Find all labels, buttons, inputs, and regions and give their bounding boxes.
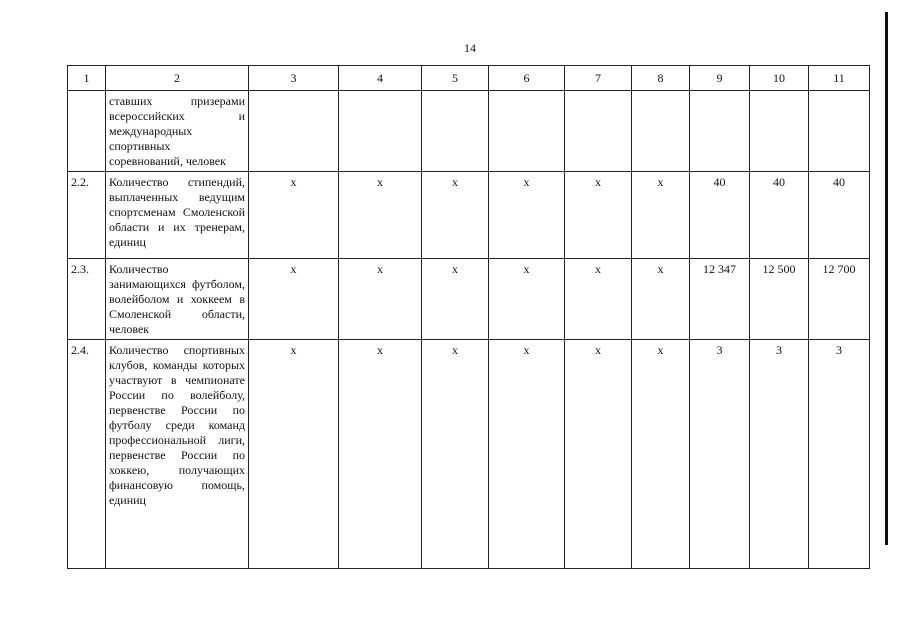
header-cell: 1 [68, 66, 106, 91]
header-cell: 2 [106, 66, 249, 91]
value-cell: 3 [690, 340, 750, 569]
header-cell: 6 [489, 66, 565, 91]
value-cell: х [339, 172, 422, 259]
table-row [68, 172, 870, 259]
value-cell: х [249, 340, 339, 569]
value-cell [690, 91, 750, 172]
row-number: 2.3. [68, 259, 106, 340]
header-cell: 9 [690, 66, 750, 91]
page-number: 14 [464, 41, 476, 55]
table-row [68, 91, 870, 172]
value-cell: х [565, 172, 632, 259]
table-row [68, 340, 870, 569]
value-cell: 40 [809, 172, 870, 259]
value-cell: х [565, 340, 632, 569]
value-cell [565, 91, 632, 172]
value-cell: х [632, 259, 690, 340]
value-cell [339, 91, 422, 172]
value-cell: х [565, 259, 632, 340]
value-cell: х [489, 259, 565, 340]
value-cell: х [422, 172, 489, 259]
data-table [67, 65, 870, 569]
header-cell: 5 [422, 66, 489, 91]
value-cell [489, 91, 565, 172]
value-cell [422, 91, 489, 172]
row-name: Количество спортивных клубов, команды которых участвуют в чемпионате России по волейболу, первенстве России по футболу среди команд профессиональной лиги, первенстве России по хоккею, получающих финансовую помощь, единиц [106, 340, 249, 569]
row-number: 2.2. [68, 172, 106, 259]
header-cell: 11 [809, 66, 870, 91]
value-cell: 3 [750, 340, 809, 569]
header-cell: 7 [565, 66, 632, 91]
value-cell: х [339, 259, 422, 340]
value-cell: 12 347 [690, 259, 750, 340]
header-cell: 8 [632, 66, 690, 91]
value-cell: х [249, 172, 339, 259]
value-cell: 40 [690, 172, 750, 259]
value-cell [249, 91, 339, 172]
header-cell: 4 [339, 66, 422, 91]
value-cell: 12 700 [809, 259, 870, 340]
header-cell: 3 [249, 66, 339, 91]
row-name: Количество занимающихся футболом, волейболом и хоккеем в Смоленской области, человек [106, 259, 249, 340]
value-cell: х [339, 340, 422, 569]
margin-rule [885, 12, 888, 545]
header-row [68, 66, 870, 91]
value-cell: х [422, 340, 489, 569]
header-cell: 10 [750, 66, 809, 91]
table-row [68, 259, 870, 340]
value-cell: х [249, 259, 339, 340]
row-name: ставших призерами всероссийских и международных спортивных соревнований, человек [106, 91, 249, 172]
value-cell [809, 91, 870, 172]
value-cell: х [489, 172, 565, 259]
value-cell: х [632, 340, 690, 569]
value-cell: х [489, 340, 565, 569]
value-cell [750, 91, 809, 172]
value-cell [632, 91, 690, 172]
row-name: Количество стипендий, выплаченных ведущим спортсменам Смоленской области и их тренерам, единиц [106, 172, 249, 259]
value-cell: 3 [809, 340, 870, 569]
row-number: 2.4. [68, 340, 106, 569]
value-cell: 40 [750, 172, 809, 259]
value-cell: 12 500 [750, 259, 809, 340]
value-cell: х [632, 172, 690, 259]
value-cell: х [422, 259, 489, 340]
row-number [68, 91, 106, 172]
